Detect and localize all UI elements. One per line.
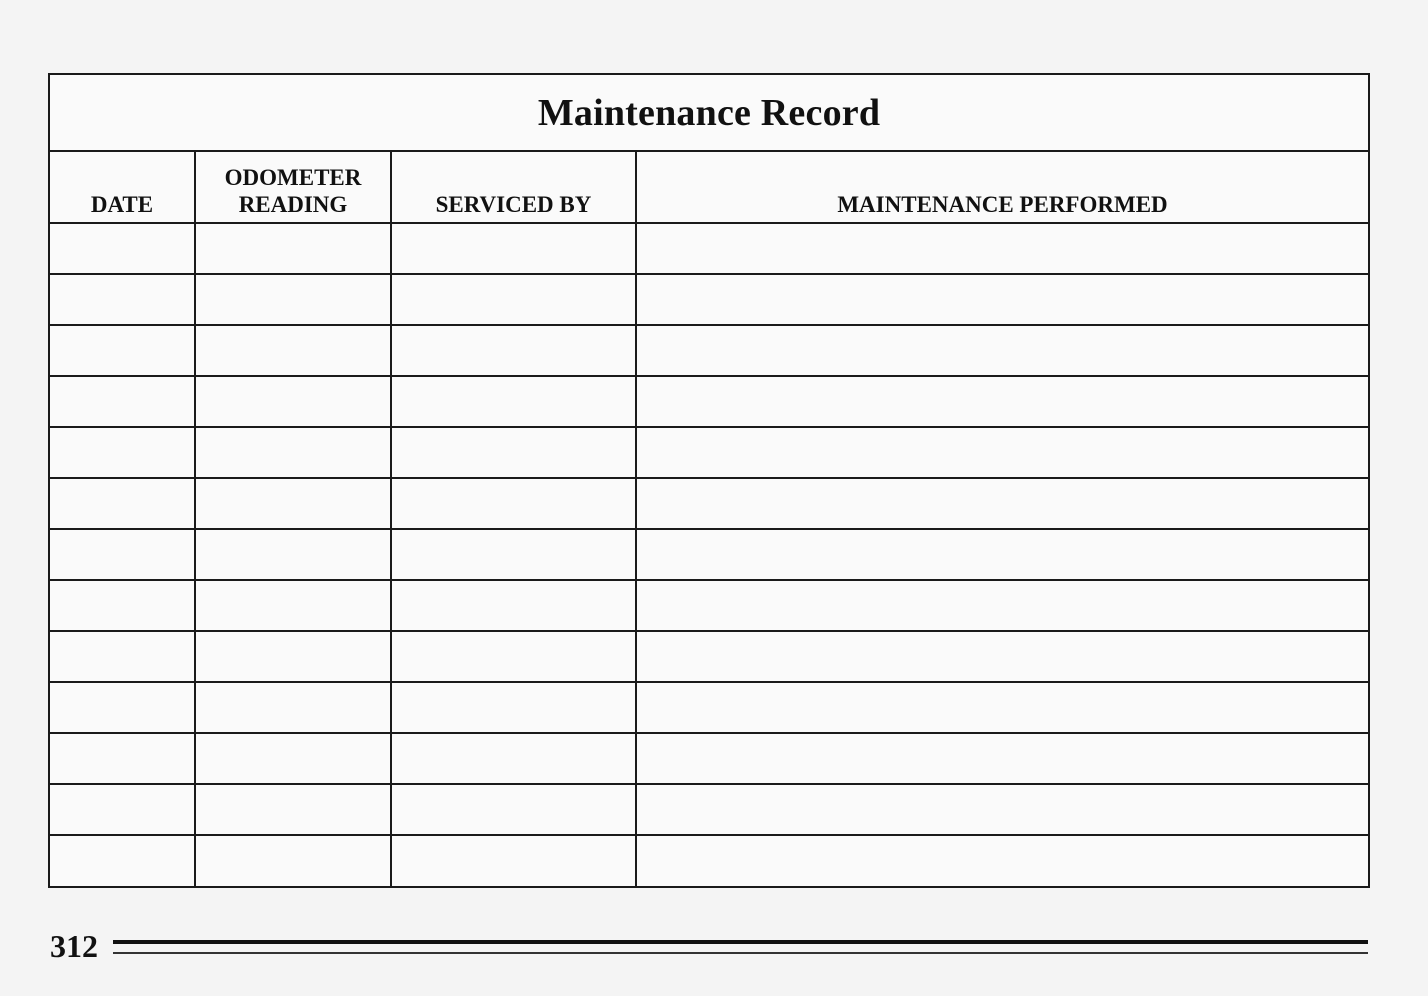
maintenance-cell <box>636 529 1368 580</box>
column-header-serviced-by: SERVICED BY <box>391 152 636 223</box>
maintenance-cell <box>636 376 1368 427</box>
odometer-cell <box>195 529 391 580</box>
odometer-cell <box>195 376 391 427</box>
column-header-date: DATE <box>50 152 195 223</box>
date-cell <box>50 733 195 784</box>
date-cell <box>50 478 195 529</box>
date-cell <box>50 682 195 733</box>
odometer-cell <box>195 478 391 529</box>
date-cell <box>50 529 195 580</box>
maintenance-table <box>50 152 1368 886</box>
serviced-by-cell <box>391 784 636 835</box>
table-row <box>50 529 1368 580</box>
table-body <box>50 223 1368 886</box>
table-row <box>50 427 1368 478</box>
maintenance-cell <box>636 580 1368 631</box>
title-row <box>50 75 1368 152</box>
page-title: Maintenance Record <box>537 91 881 134</box>
table-row <box>50 733 1368 784</box>
header-row <box>50 152 1368 223</box>
serviced-by-cell <box>391 325 636 376</box>
table-row <box>50 580 1368 631</box>
column-header-odometer-line1: ODOMETER <box>224 165 362 191</box>
maintenance-cell <box>636 784 1368 835</box>
serviced-by-cell <box>391 529 636 580</box>
serviced-by-cell <box>391 427 636 478</box>
serviced-by-cell <box>391 733 636 784</box>
table-row <box>50 325 1368 376</box>
odometer-cell <box>195 580 391 631</box>
serviced-by-cell <box>391 274 636 325</box>
maintenance-cell <box>636 274 1368 325</box>
date-cell <box>50 631 195 682</box>
odometer-cell <box>195 784 391 835</box>
column-header-odometer-line2: READING <box>238 191 348 217</box>
table-row <box>50 631 1368 682</box>
odometer-cell <box>195 682 391 733</box>
date-cell <box>50 427 195 478</box>
maintenance-cell <box>636 835 1368 886</box>
maintenance-cell <box>636 478 1368 529</box>
table-row <box>50 784 1368 835</box>
maintenance-cell <box>636 682 1368 733</box>
date-cell <box>50 784 195 835</box>
odometer-cell <box>195 223 391 274</box>
page-footer <box>50 928 1370 964</box>
maintenance-cell <box>636 223 1368 274</box>
date-cell <box>50 274 195 325</box>
serviced-by-cell <box>391 835 636 886</box>
serviced-by-cell <box>391 223 636 274</box>
table-row <box>50 478 1368 529</box>
maintenance-record-form <box>48 73 1370 888</box>
odometer-cell <box>195 325 391 376</box>
page-number: 312 <box>50 928 98 964</box>
table-row <box>50 223 1368 274</box>
maintenance-cell <box>636 427 1368 478</box>
odometer-cell <box>195 631 391 682</box>
maintenance-cell <box>636 631 1368 682</box>
footer-rule-thin <box>113 952 1368 954</box>
date-cell <box>50 835 195 886</box>
date-cell <box>50 580 195 631</box>
table-row <box>50 835 1368 886</box>
odometer-cell <box>195 427 391 478</box>
serviced-by-cell <box>391 376 636 427</box>
serviced-by-cell <box>391 580 636 631</box>
date-cell <box>50 223 195 274</box>
serviced-by-cell <box>391 631 636 682</box>
table-row <box>50 682 1368 733</box>
date-cell <box>50 325 195 376</box>
serviced-by-cell <box>391 478 636 529</box>
footer-rule-thick <box>113 940 1368 944</box>
maintenance-cell <box>636 733 1368 784</box>
odometer-cell <box>195 274 391 325</box>
maintenance-cell <box>636 325 1368 376</box>
column-header-odometer <box>195 152 391 223</box>
table-row <box>50 376 1368 427</box>
table-row <box>50 274 1368 325</box>
odometer-cell <box>195 733 391 784</box>
date-cell <box>50 376 195 427</box>
odometer-cell <box>195 835 391 886</box>
serviced-by-cell <box>391 682 636 733</box>
column-header-maintenance-performed: MAINTENANCE PERFORMED <box>636 152 1368 223</box>
